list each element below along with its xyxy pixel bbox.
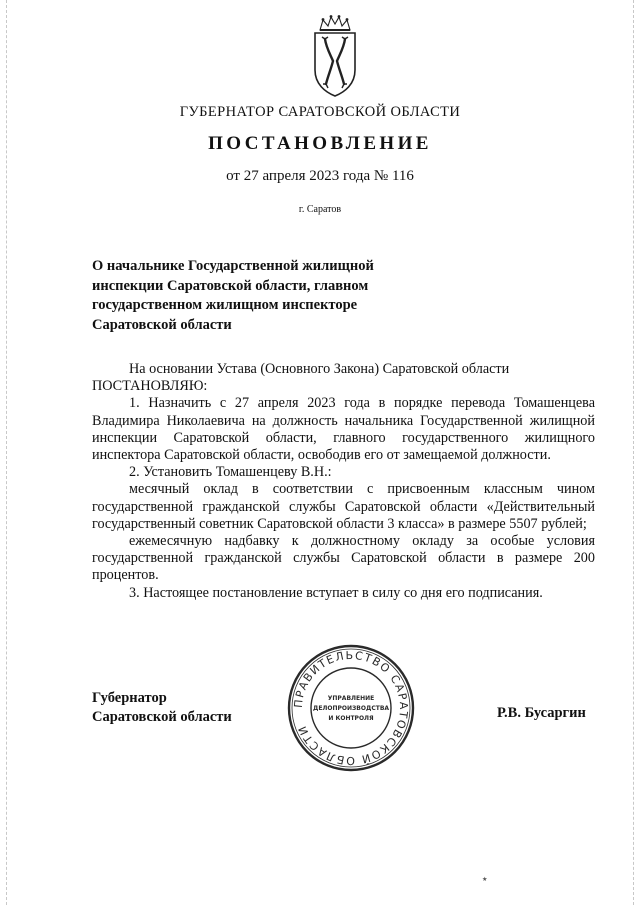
saratov-coat-of-arms-icon bbox=[311, 14, 359, 98]
item-1: 1. Назначить с 27 апреля 2023 года в порядке перевода Томашенцева Владимира Николаевича на должность начальника Государственной жилищной инспекции Саратовской области, главного государственного жилищного инспектора Саратовской области, освободив его от замещаемой должности. bbox=[92, 395, 595, 464]
scan-speck: ٭ bbox=[482, 874, 488, 885]
document-date-number: от 27 апреля 2023 года № 116 bbox=[226, 168, 414, 184]
decree-word: ПОСТАНОВЛЯЮ: bbox=[92, 378, 208, 395]
signatory-name: Р.В. Бусаргин bbox=[497, 705, 586, 721]
document-subject: О начальнике Государственной жилищной инспекции Саратовской области, главном государственном жилищном инспекторе Саратовской области bbox=[92, 258, 374, 333]
stamp-center-line1: УПРАВЛЕНИЕ bbox=[327, 695, 375, 702]
item-2-bonus: ежемесячную надбавку к должностному окладу за особые условия государственной гражданской службы Саратовской области в размере 200 процентов. bbox=[92, 533, 595, 584]
document-city: г. Саратов bbox=[298, 204, 342, 215]
stamp-center-line3: И КОНТРОЛЯ bbox=[328, 715, 374, 722]
issuing-authority: ГУБЕРНАТОР САРАТОВСКОЙ ОБЛАСТИ bbox=[179, 104, 461, 120]
item-2: 2. Установить Томашенцеву В.Н.: bbox=[129, 464, 332, 481]
preamble: На основании Устава (Основного Закона) Саратовской области bbox=[129, 361, 510, 377]
document-type-title: ПОСТАНОВЛЕНИЕ bbox=[208, 133, 432, 154]
stamp-center-line2: ДЕЛОПРОИЗВОДСТВА bbox=[312, 705, 390, 712]
signatory-title bbox=[92, 689, 232, 727]
item-2-salary: месячный оклад в соответствии с присвоенным классным чином государственной гражданской службы Саратовской области «Действительный государственный советник Саратовской области 3 класса» в размере 5507 рублей; bbox=[92, 481, 595, 532]
document-body bbox=[92, 360, 595, 602]
item-3: 3. Настоящее постановление вступает в силу со дня его подписания. bbox=[129, 584, 543, 601]
official-stamp bbox=[286, 643, 416, 773]
stamp-ring-text: ПРАВИТЕЛЬСТВО САРАТОВСКОЙ ОБЛАСТИ bbox=[291, 648, 411, 768]
signatory-title-line2: Саратовской области bbox=[92, 709, 232, 725]
signatory-title-line1: Губернатор bbox=[92, 690, 167, 706]
